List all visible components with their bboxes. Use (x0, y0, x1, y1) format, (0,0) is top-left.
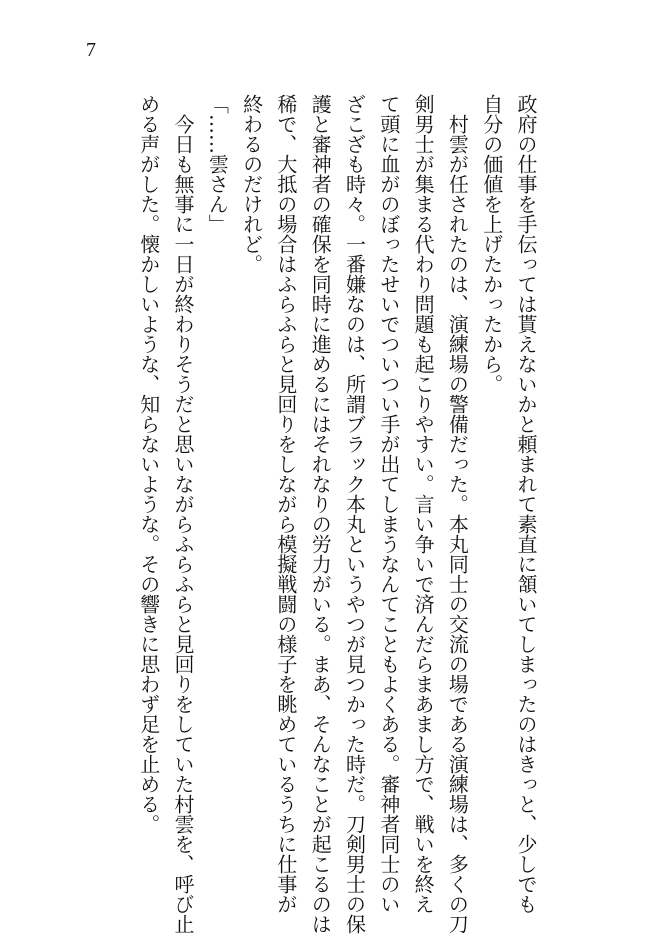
text-line: 今日も無事に一日が終わりそうだと思いながらふらふらと見回りをしていた村雲を、呼び止 (171, 94, 196, 934)
text-line: 村雲が任されたのは、演練場の警備だった。本丸同士の交流の場である演練場は、多くの刀 (445, 94, 470, 934)
body-text (131, 94, 543, 934)
page-number: 7 (86, 39, 96, 61)
text-line: 剣男士が集まる代わり問題も起こりやすい。言い争いで済んだらまあまし方で、戦いを終え (411, 94, 436, 914)
text-line: て頭に血がのぼったせいでついつい手が出てしまうなんてこともよくある。審神者同士のい (376, 94, 401, 914)
text-line: 政府の仕事を手伝っては貰えないかと頼まれて素直に頷いてしまったのはきっと、少しでも (514, 94, 538, 914)
text-line: 終わるのだけれど。 (239, 94, 264, 274)
text-line: ざこざも時々。一番嫌なのは、所謂ブラック本丸というやつが見つかった時だ。刀剣男士の保 (342, 94, 367, 934)
text-line: 「……雲さん」 (205, 94, 230, 234)
text-line: 自分の価値を上げたかったから。 (479, 94, 504, 394)
text-line: 稀で、大抵の場合はふらふらと見回りをしながら模擬戦闘の様子を眺めているうちに仕事が (273, 94, 298, 914)
text-line: める声がした。懐かしいような、知らないような。その響きに思わず足を止める。 (136, 94, 161, 834)
text-line: 護と審神者の確保を同時に進めるにはそれなりの労力がいる。まあ、そんなことが起こるのは (308, 94, 333, 934)
